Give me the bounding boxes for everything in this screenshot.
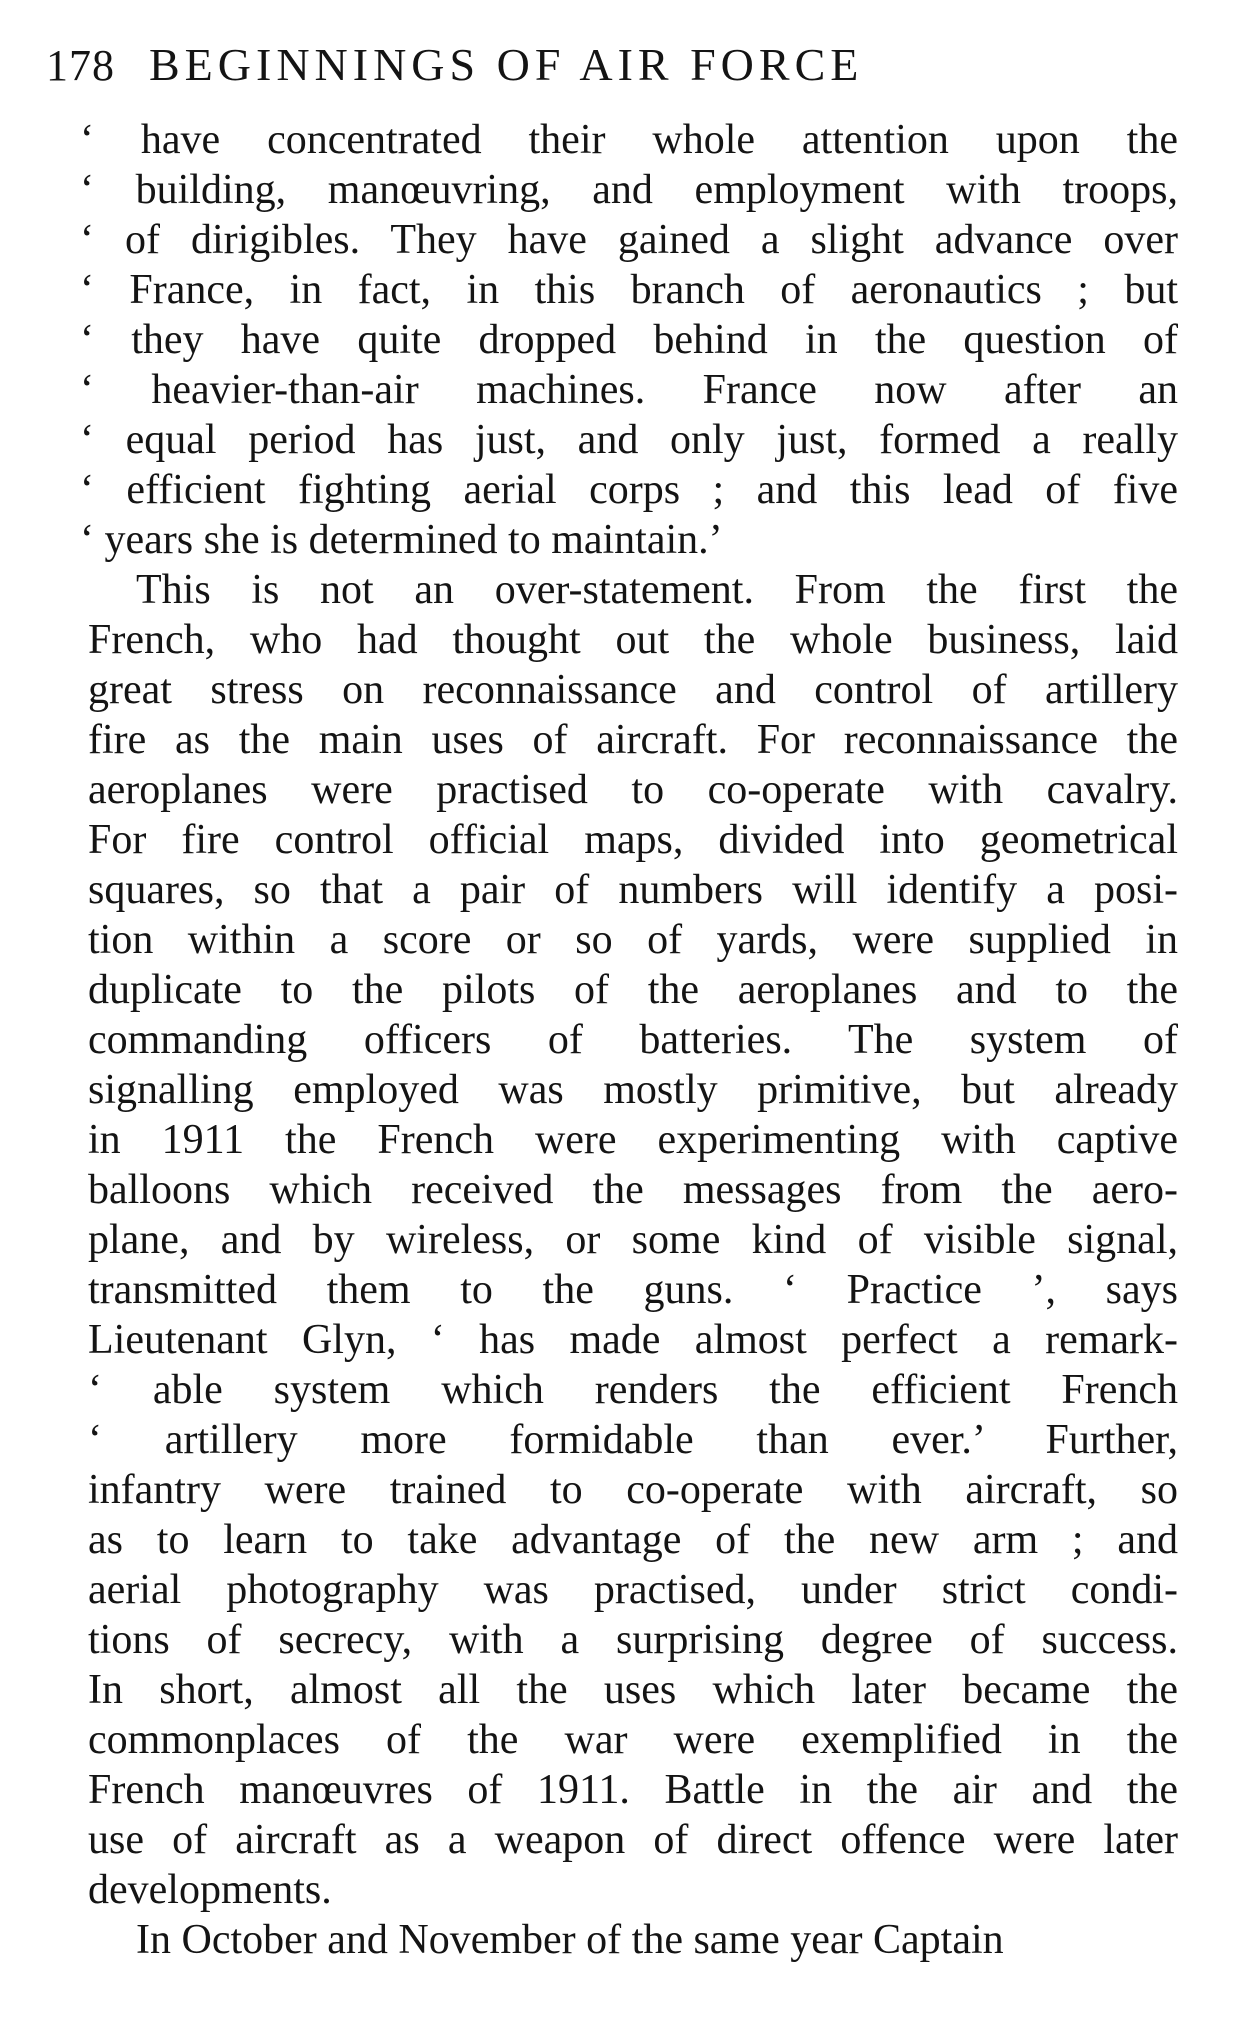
text-line: tions of secrecy, with a surprising degree of success.	[88, 1617, 1178, 1663]
text-line: developments.	[88, 1867, 332, 1913]
text-line: aeroplanes were practised to co-operate with cavalry.	[88, 767, 1178, 813]
text-line: as to learn to take advantage of the new arm ; and	[88, 1517, 1178, 1563]
text-line: commonplaces of the war were exemplified in the	[88, 1717, 1178, 1763]
text-line: in 1911 the French were experimenting with captive	[88, 1117, 1178, 1163]
text-line: ‘ efficient fighting aerial corps ; and this lead of five	[80, 467, 1178, 513]
text-line: duplicate to the pilots of the aeroplanes and to the	[88, 967, 1178, 1013]
text-line: For fire control official maps, divided into geometrical	[88, 817, 1178, 863]
text-line: ‘ artillery more formidable than ever.’ Further,	[88, 1417, 1178, 1463]
text-line: In short, almost all the uses which later became the	[88, 1667, 1178, 1713]
text-line: tion within a score or so of yards, were supplied in	[88, 917, 1178, 963]
text-line: ‘ France, in fact, in this branch of aeronautics ; but	[80, 267, 1178, 313]
text-line: aerial photography was practised, under strict condi-	[88, 1567, 1178, 1613]
text-line: ‘ years she is determined to maintain.’	[80, 517, 723, 563]
running-head	[46, 30, 1186, 100]
paragraph-first-line: This is not an over-statement. From the first the	[136, 567, 1178, 613]
text-line: ‘ able system which renders the efficient French	[88, 1367, 1178, 1413]
text-line: signalling employed was mostly primitive, but already	[88, 1067, 1178, 1113]
text-line: balloons which received the messages from the aero-	[88, 1167, 1178, 1213]
text-line: ‘ of dirigibles. They have gained a slight advance over	[80, 217, 1178, 263]
text-line: French, who had thought out the whole business, laid	[88, 617, 1178, 663]
text-line: ‘ have concentrated their whole attention upon the	[80, 117, 1178, 163]
text-line: French manœuvres of 1911. Battle in the air and the	[88, 1767, 1178, 1813]
text-line: infantry were trained to co-operate with aircraft, so	[88, 1467, 1178, 1513]
text-line: ‘ they have quite dropped behind in the question of	[80, 317, 1178, 363]
page-number: 178	[46, 41, 115, 90]
text-line: use of aircraft as a weapon of direct offence were later	[88, 1817, 1178, 1863]
text-line: ‘ building, manœuvring, and employment with troops,	[80, 167, 1178, 213]
text-line: plane, and by wireless, or some kind of visible signal,	[88, 1217, 1178, 1263]
text-line: great stress on reconnaissance and control of artillery	[88, 667, 1178, 713]
text-line: Lieutenant Glyn, ‘ has made almost perfect a remark-	[88, 1317, 1178, 1363]
body-text	[80, 115, 1178, 1965]
text-line: ‘ heavier-than-air machines. France now after an	[80, 367, 1178, 413]
text-line: fire as the main uses of aircraft. For reconnaissance the	[88, 717, 1178, 763]
text-line: commanding officers of batteries. The system of	[88, 1017, 1178, 1063]
text-line: ‘ equal period has just, and only just, formed a really	[80, 417, 1178, 463]
paragraph-first-line: In October and November of the same year Captain	[136, 1917, 1004, 1963]
text-line: transmitted them to the guns. ‘ Practice ’, says	[88, 1267, 1178, 1313]
text-line: squares, so that a pair of numbers will identify a posi-	[88, 867, 1178, 913]
running-title: BEGINNINGS OF AIR FORCE	[149, 39, 864, 90]
